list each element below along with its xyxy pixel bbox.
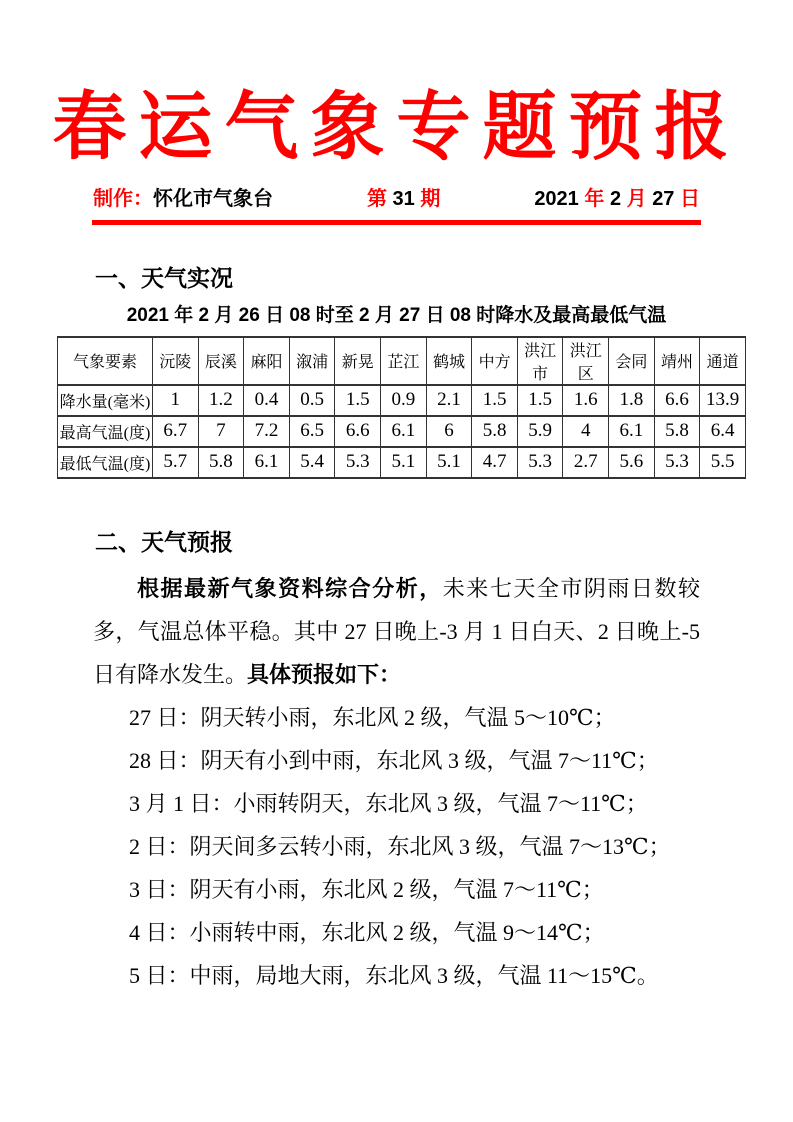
column-header-station: 溆浦: [289, 337, 335, 385]
value-cell: 6.6: [654, 385, 700, 416]
value-cell: 0.5: [289, 385, 335, 416]
value-cell: 5.8: [472, 416, 518, 447]
column-header-station: 芷江: [381, 337, 427, 385]
value-cell: 5.1: [426, 447, 472, 478]
column-header-station: 靖州: [654, 337, 700, 385]
intro-trail-bold: 具体预报如下：: [247, 661, 402, 687]
section1-heading: 一、天气实况: [95, 264, 233, 291]
value-cell: 13.9: [700, 385, 746, 416]
row-label: 最低气温(度): [58, 447, 153, 478]
forecast-line: 5 日：中雨，局地大雨，东北风 3 级，气温 11～15℃。: [129, 962, 659, 988]
value-cell: 1: [153, 385, 199, 416]
column-header-element: 气象要素: [58, 337, 153, 385]
forecast-line: 27 日：阴天转小雨，东北风 2 级，气温 5～10℃；: [129, 704, 616, 730]
forecast-line: 4 日：小雨转中雨，东北风 2 级，气温 9～14℃；: [129, 919, 605, 945]
column-header-station: 辰溪: [198, 337, 244, 385]
value-cell: 1.5: [335, 385, 381, 416]
value-cell: 6.4: [700, 416, 746, 447]
weather-table-body: [58, 385, 746, 478]
producer-label: 制作：: [93, 187, 153, 210]
forecast-intro-paragraph: [93, 567, 700, 696]
forecast-line: 28 日：阴天有小到中雨，东北风 3 级，气温 7～11℃；: [129, 747, 659, 773]
value-cell: 5.9: [517, 416, 563, 447]
value-cell: 5.1: [381, 447, 427, 478]
forecast-line: 2 日：阴天间多云转小雨，东北风 3 级，气温 7～13℃；: [129, 833, 671, 859]
value-cell: 6: [426, 416, 472, 447]
forecast-line: 3 月 1 日：小雨转阴天，东北风 3 级，气温 7～11℃；: [129, 790, 648, 816]
weather-table-caption: 2021 年 2 月 26 日 08 时至 2 月 27 日 08 时降水及最高最低气温: [126, 304, 667, 326]
column-header-station: 麻阳: [244, 337, 290, 385]
value-cell: 2.1: [426, 385, 472, 416]
value-cell: 5.6: [609, 447, 655, 478]
value-cell: 5.5: [700, 447, 746, 478]
forecast-line: 3 日：阴天有小雨，东北风 2 级，气温 7～11℃；: [129, 876, 604, 902]
column-header-station: 沅陵: [153, 337, 199, 385]
date-day: 27: [652, 187, 675, 210]
value-cell: 5.8: [198, 447, 244, 478]
column-header-station: 新晃: [335, 337, 381, 385]
date-day-unit: 日: [674, 187, 700, 210]
document-title: 春运气象专题预报: [52, 87, 741, 169]
value-cell: 1.5: [517, 385, 563, 416]
row-label: 最高气温(度): [58, 416, 153, 447]
date-month: 2: [609, 187, 622, 210]
section2-heading: 二、天气预报: [95, 528, 233, 555]
value-cell: 0.4: [244, 385, 290, 416]
value-cell: 5.3: [335, 447, 381, 478]
intro-lead-bold: 根据最新气象资料综合分析，: [137, 575, 443, 601]
value-cell: 5.3: [517, 447, 563, 478]
value-cell: 1.2: [198, 385, 244, 416]
value-cell: 6.7: [153, 416, 199, 447]
row-label: 降水量(毫米): [58, 385, 153, 416]
value-cell: 6.1: [244, 447, 290, 478]
value-cell: 5.3: [654, 447, 700, 478]
issue-prefix: 第: [366, 187, 393, 210]
value-cell: 5.8: [654, 416, 700, 447]
producer: [93, 187, 273, 211]
intro-body-text: 未来七天全市阴雨日数较多，气温总体平稳。其中 27 日晚上-3 月 1 日白天、2 日晚上-5 日有降水发生。: [93, 575, 700, 687]
value-cell: 6.1: [609, 416, 655, 447]
value-cell: 7: [198, 416, 244, 447]
value-cell: 4.7: [472, 447, 518, 478]
column-header-station: 洪江区: [563, 337, 609, 385]
forecast-list: [93, 696, 700, 997]
issue-suffix: 期: [414, 187, 441, 210]
column-header-station: 洪江市: [517, 337, 563, 385]
value-cell: 6.5: [289, 416, 335, 447]
value-cell: 7.2: [244, 416, 290, 447]
value-cell: 1.5: [472, 385, 518, 416]
masthead: [93, 187, 700, 211]
date-year: 2021: [534, 187, 579, 210]
weather-table-header-row: [58, 337, 746, 385]
date-year-unit: 年: [578, 187, 610, 210]
column-header-station: 通道: [700, 337, 746, 385]
value-cell: 6.1: [381, 416, 427, 447]
table-row: [58, 416, 746, 447]
issue-value: 31: [392, 187, 415, 210]
value-cell: 6.6: [335, 416, 381, 447]
issue-date: [534, 187, 700, 211]
date-month-unit: 月: [621, 187, 653, 210]
value-cell: 1.8: [609, 385, 655, 416]
weather-table: [57, 336, 746, 479]
producer-name: 怀化市气象台: [153, 187, 273, 210]
value-cell: 0.9: [381, 385, 427, 416]
table-row: [58, 385, 746, 416]
column-header-station: 鹤城: [426, 337, 472, 385]
value-cell: 2.7: [563, 447, 609, 478]
header-divider-rule: [92, 220, 701, 225]
column-header-station: 会同: [609, 337, 655, 385]
value-cell: 5.4: [289, 447, 335, 478]
issue-number: [367, 187, 440, 211]
value-cell: 1.6: [563, 385, 609, 416]
table-row: [58, 447, 746, 478]
value-cell: 5.7: [153, 447, 199, 478]
value-cell: 4: [563, 416, 609, 447]
column-header-station: 中方: [472, 337, 518, 385]
